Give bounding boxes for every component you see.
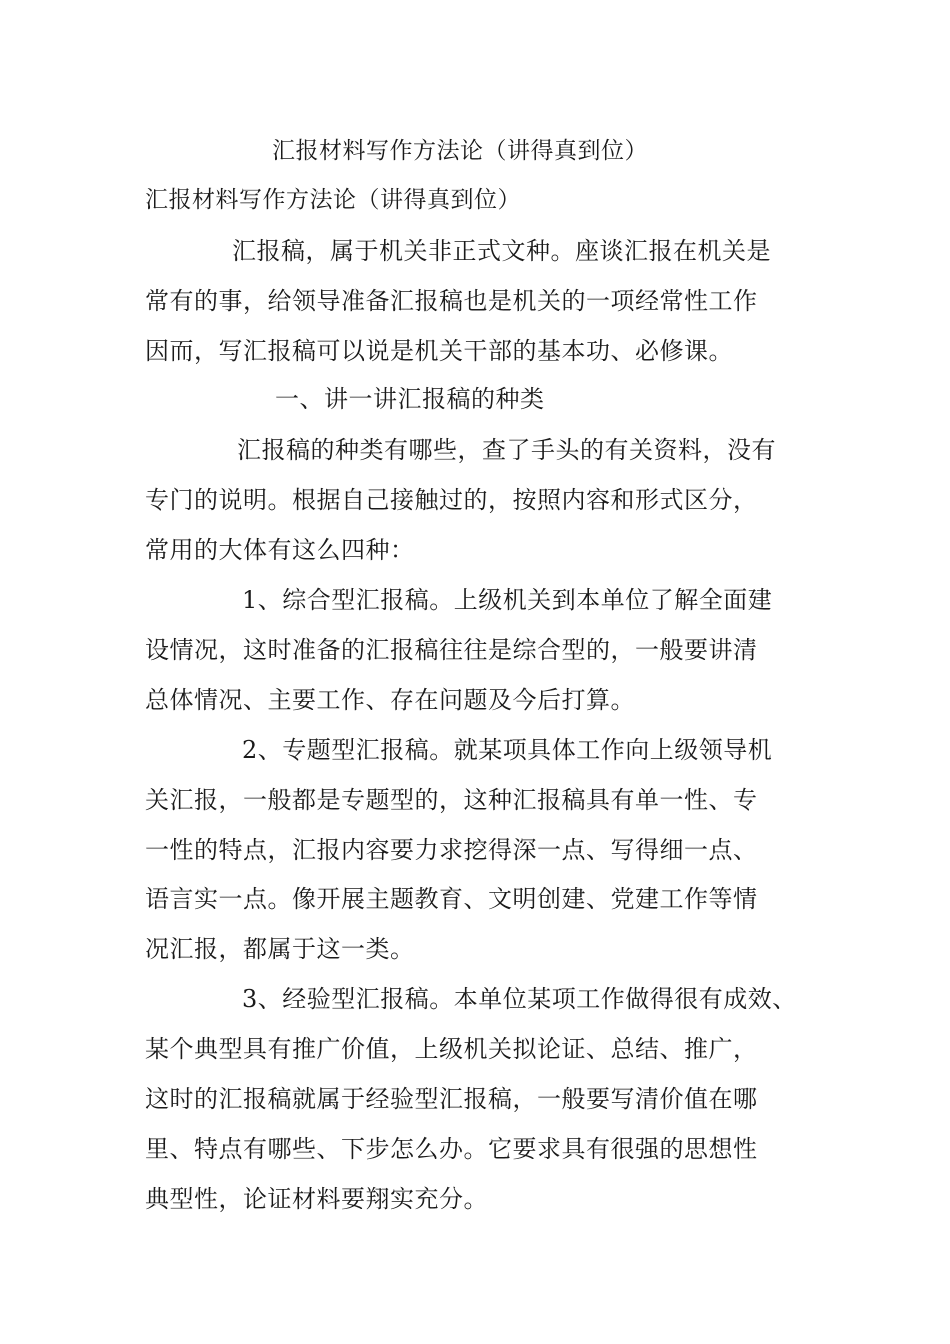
item2-line-3: 一性的特点，汇报内容要力求挖得深一点、写得细一点、 [145, 836, 758, 864]
item2-line-1: 2、专题型汇报稿。就某项具体工作向上级领导机 [242, 736, 773, 764]
section-intro-line-2: 专门的说明。根据自己接触过的，按照内容和形式区分， [145, 486, 758, 514]
item2-line-2: 关汇报，一般都是专题型的，这种汇报稿具有单一性、专 [145, 786, 758, 814]
section-heading: 一、讲一讲汇报稿的种类 [275, 385, 545, 413]
document-subtitle: 汇报材料写作方法论（讲得真到位） [145, 187, 521, 213]
intro-line-3: 因而，写汇报稿可以说是机关干部的基本功、必修课。 [145, 337, 733, 365]
item3-line-4: 里、特点有哪些、下步怎么办。它要求具有很强的思想性 [145, 1135, 758, 1163]
document-title: 汇报材料写作方法论（讲得真到位） [272, 138, 648, 164]
item3-line-1: 3、经验型汇报稿。本单位某项工作做得很有成效、 [242, 985, 797, 1013]
item2-line-5: 况汇报，都属于这一类。 [145, 935, 415, 963]
item1-line-2: 设情况，这时准备的汇报稿往往是综合型的，一般要讲清 [145, 636, 758, 664]
item3-line-3: 这时的汇报稿就属于经验型汇报稿，一般要写清价值在哪 [145, 1085, 758, 1113]
item1-line-3: 总体情况、主要工作、存在问题及今后打算。 [145, 686, 635, 714]
intro-line-1: 汇报稿，属于机关非正式文种。座谈汇报在机关是 [232, 237, 771, 265]
section-intro-line-3: 常用的大体有这么四种： [145, 536, 415, 564]
item2-line-4: 语言实一点。像开展主题教育、文明创建、党建工作等情 [145, 885, 758, 913]
item1-line-1: 1、综合型汇报稿。上级机关到本单位了解全面建 [242, 586, 773, 614]
intro-line-2: 常有的事，给领导准备汇报稿也是机关的一项经常性工作 [145, 287, 758, 315]
item3-line-5: 典型性，论证材料要翔实充分。 [145, 1185, 488, 1213]
section-intro-line-1: 汇报稿的种类有哪些，查了手头的有关资料，没有 [237, 436, 776, 464]
item3-line-2: 某个典型具有推广价值，上级机关拟论证、总结、推广， [145, 1035, 758, 1063]
